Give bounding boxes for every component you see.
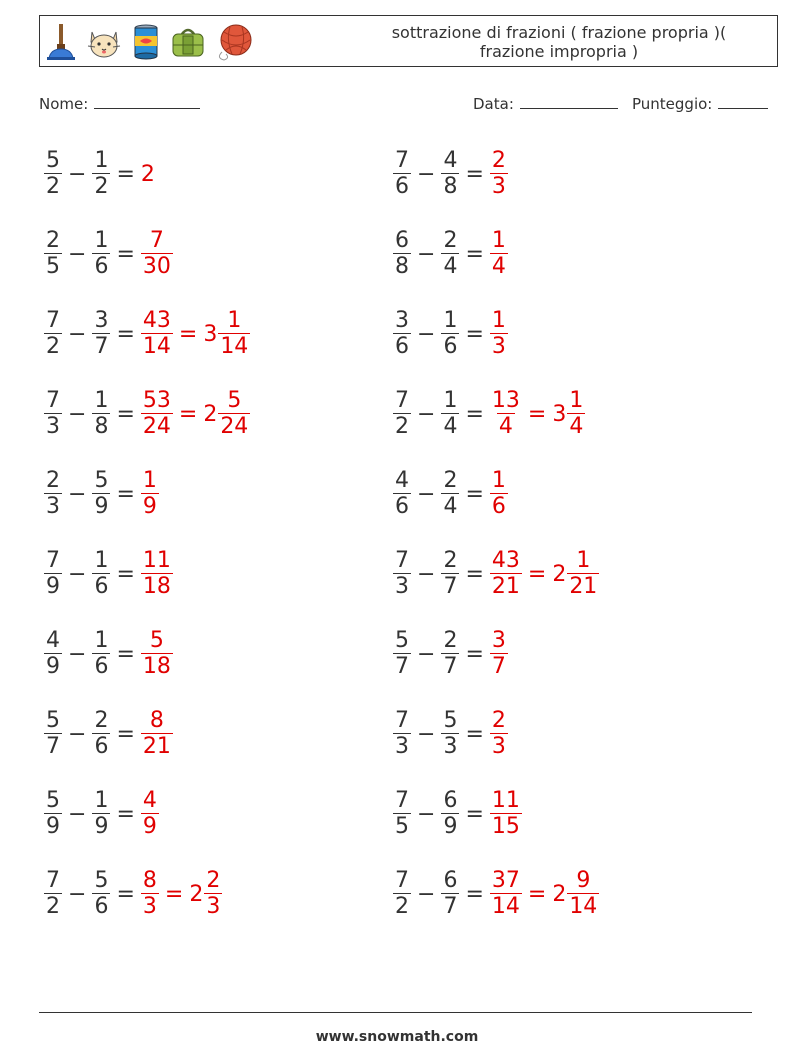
answer-mixed-whole: 2	[203, 401, 218, 427]
answer-fraction	[141, 629, 173, 679]
minuend-fraction-numerator: 5	[46, 788, 60, 813]
equals-sign: =	[116, 881, 135, 907]
name-field[interactable]	[39, 94, 200, 113]
subtrahend-fraction-numerator: 1	[94, 388, 109, 413]
subtrahend-fraction-numerator: 1	[94, 788, 109, 813]
subtrahend-fraction-denominator: 9	[94, 494, 109, 519]
minuend-fraction-denominator: 3	[46, 494, 60, 519]
subtrahend-fraction	[92, 469, 110, 519]
minuend-fraction	[44, 629, 62, 679]
problem-item	[393, 544, 599, 604]
minuend-fraction	[44, 789, 62, 839]
subtrahend-fraction-denominator: 4	[443, 414, 458, 439]
answer-fraction	[490, 789, 522, 839]
equals-sign: =	[465, 321, 484, 347]
answer-mixed-fraction-numerator: 2	[206, 868, 221, 893]
equals-sign: =	[465, 641, 484, 667]
problem-item	[44, 704, 173, 764]
minus-sign: −	[68, 481, 87, 507]
minuend-fraction-denominator: 2	[46, 174, 60, 199]
date-label: Data:	[473, 95, 514, 113]
minus-sign: −	[417, 321, 436, 347]
answer-mixed-whole: 2	[552, 561, 567, 587]
answer-fraction-numerator: 8	[149, 708, 164, 733]
minuend-fraction-denominator: 5	[395, 814, 409, 839]
equals-sign: =	[465, 561, 484, 587]
answer-fraction	[490, 549, 522, 599]
answer-equals-sign: =	[527, 561, 547, 587]
equals-sign: =	[116, 241, 135, 267]
minus-sign: −	[68, 561, 87, 587]
subtrahend-fraction-denominator: 6	[94, 574, 109, 599]
equals-sign: =	[116, 321, 135, 347]
answer-fraction	[490, 629, 508, 679]
minus-sign: −	[417, 481, 436, 507]
answer-fraction-numerator: 8	[142, 868, 157, 893]
subtrahend-fraction	[92, 549, 110, 599]
subtrahend-fraction-numerator: 6	[443, 868, 458, 893]
subtrahend-fraction-numerator: 1	[94, 628, 109, 653]
subtrahend-fraction	[441, 149, 459, 199]
answer-fraction	[141, 709, 173, 759]
answer-fraction-denominator: 21	[491, 574, 520, 599]
minuend-fraction	[393, 549, 411, 599]
worksheet-header	[39, 15, 778, 67]
problem-item	[393, 224, 508, 284]
subtrahend-fraction-denominator: 6	[94, 894, 109, 919]
answer-fraction-numerator: 2	[491, 708, 506, 733]
answer-fraction	[141, 389, 173, 439]
answer-mixed-fraction-numerator: 1	[569, 388, 584, 413]
answer-fraction-numerator: 3	[491, 628, 506, 653]
subtrahend-fraction-denominator: 6	[94, 654, 109, 679]
canned-food-icon	[130, 22, 162, 62]
answer-mixed-fraction	[567, 869, 599, 919]
subtrahend-fraction	[441, 789, 459, 839]
answer-fraction-numerator: 1	[491, 468, 506, 493]
minuend-fraction-denominator: 2	[395, 894, 409, 919]
minuend-fraction	[393, 629, 411, 679]
problem-item	[393, 704, 508, 764]
equals-sign: =	[116, 721, 135, 747]
minuend-fraction-denominator: 9	[46, 814, 60, 839]
answer-fraction-denominator: 21	[142, 734, 171, 759]
subtrahend-fraction	[441, 229, 459, 279]
answer-equals-sign: =	[178, 401, 198, 427]
score-field[interactable]	[632, 94, 768, 113]
subtrahend-fraction-numerator: 2	[443, 548, 458, 573]
answer-mixed-fraction-denominator: 14	[220, 334, 249, 359]
cat-face-icon	[84, 22, 124, 62]
problem-item	[393, 464, 508, 524]
answer-mixed-fraction-denominator: 21	[569, 574, 598, 599]
minuend-fraction-numerator: 7	[395, 708, 409, 733]
subtrahend-fraction-denominator: 6	[443, 334, 458, 359]
minus-sign: −	[68, 801, 87, 827]
minuend-fraction	[44, 229, 62, 279]
subtrahend-fraction-numerator: 2	[94, 708, 109, 733]
minus-sign: −	[68, 881, 87, 907]
subtrahend-fraction	[441, 549, 459, 599]
equals-sign: =	[465, 481, 484, 507]
minuend-fraction-denominator: 3	[46, 414, 60, 439]
subtrahend-fraction-denominator: 7	[443, 894, 458, 919]
problem-item	[44, 544, 173, 604]
problem-item	[393, 864, 599, 924]
minuend-fraction	[44, 389, 62, 439]
equals-sign: =	[465, 801, 484, 827]
minuend-fraction-numerator: 5	[46, 708, 60, 733]
answer-mixed-whole: 2	[189, 881, 204, 907]
minuend-fraction	[393, 309, 411, 359]
answer-fraction-numerator: 53	[142, 388, 171, 413]
minuend-fraction	[44, 149, 62, 199]
answer-fraction-denominator: 3	[491, 174, 506, 199]
answer-mixed-fraction-denominator: 4	[569, 414, 584, 439]
subtrahend-fraction-numerator: 5	[443, 708, 458, 733]
answer-fraction-denominator: 14	[491, 894, 520, 919]
subtrahend-fraction-numerator: 2	[443, 468, 458, 493]
answer-mixed-whole: 3	[203, 321, 218, 347]
minuend-fraction-numerator: 7	[46, 868, 60, 893]
answer-fraction-denominator: 18	[142, 574, 171, 599]
subtrahend-fraction-numerator: 1	[94, 148, 109, 173]
minuend-fraction-numerator: 7	[395, 788, 409, 813]
answer-mixed-fraction	[218, 309, 250, 359]
minuend-fraction	[393, 469, 411, 519]
answer-fraction-denominator: 3	[142, 894, 157, 919]
answer-fraction	[490, 149, 508, 199]
subtrahend-fraction-denominator: 6	[94, 734, 109, 759]
equals-sign: =	[465, 161, 484, 187]
answer-mixed-whole: 3	[552, 401, 567, 427]
minus-sign: −	[417, 721, 436, 747]
worksheet-title: sottrazione di frazioni ( frazione propria )( frazione impropria )	[391, 23, 727, 61]
minuend-fraction-denominator: 3	[395, 734, 409, 759]
minuend-fraction-denominator: 2	[46, 894, 60, 919]
equals-sign: =	[465, 241, 484, 267]
subtrahend-fraction-numerator: 1	[94, 228, 109, 253]
equals-sign: =	[116, 161, 135, 187]
subtrahend-fraction-denominator: 4	[443, 494, 458, 519]
minuend-fraction-numerator: 4	[46, 628, 60, 653]
minuend-fraction	[393, 869, 411, 919]
minuend-fraction-denominator: 9	[46, 654, 60, 679]
minuend-fraction	[44, 469, 62, 519]
answer-equals-sign: =	[527, 401, 547, 427]
minuend-fraction-numerator: 7	[395, 148, 409, 173]
minuend-fraction-numerator: 7	[395, 548, 409, 573]
minuend-fraction	[393, 709, 411, 759]
minuend-fraction-denominator: 3	[395, 574, 409, 599]
subtrahend-fraction-numerator: 6	[443, 788, 458, 813]
subtrahend-fraction-numerator: 3	[94, 308, 109, 333]
answer-fraction	[141, 869, 159, 919]
minuend-fraction-numerator: 6	[395, 228, 409, 253]
subtrahend-fraction	[92, 149, 110, 199]
answer-fraction-denominator: 6	[491, 494, 506, 519]
answer-fraction-numerator: 37	[491, 868, 520, 893]
minuend-fraction	[44, 309, 62, 359]
bag-icon	[168, 22, 208, 62]
answer-equals-sign: =	[164, 881, 184, 907]
minus-sign: −	[417, 561, 436, 587]
subtrahend-fraction	[92, 709, 110, 759]
subtrahend-fraction-numerator: 5	[94, 468, 109, 493]
minus-sign: −	[68, 721, 87, 747]
minuend-fraction-denominator: 2	[46, 334, 60, 359]
minuend-fraction-denominator: 6	[395, 174, 409, 199]
subtrahend-fraction	[92, 229, 110, 279]
equals-sign: =	[116, 641, 135, 667]
date-field[interactable]	[473, 94, 618, 113]
minuend-fraction-denominator: 6	[395, 494, 409, 519]
equals-sign: =	[116, 801, 135, 827]
minuend-fraction-numerator: 4	[395, 468, 409, 493]
equals-sign: =	[465, 401, 484, 427]
answer-fraction-denominator: 15	[491, 814, 520, 839]
minuend-fraction-denominator: 6	[395, 334, 409, 359]
minuend-fraction-denominator: 7	[395, 654, 409, 679]
answer-mixed-fraction-denominator: 14	[569, 894, 598, 919]
minuend-fraction	[44, 549, 62, 599]
answer-fraction-denominator: 18	[142, 654, 171, 679]
minuend-fraction-denominator: 5	[46, 254, 60, 279]
minus-sign: −	[68, 161, 87, 187]
subtrahend-fraction-numerator: 2	[443, 628, 458, 653]
subtrahend-fraction	[441, 869, 459, 919]
answer-fraction-denominator: 3	[491, 334, 506, 359]
answer-fraction	[490, 469, 508, 519]
answer-fraction-denominator: 24	[142, 414, 171, 439]
answer-fraction	[490, 869, 522, 919]
answer-fraction-numerator: 4	[142, 788, 157, 813]
answer-fraction-numerator: 11	[142, 548, 171, 573]
minuend-fraction	[44, 869, 62, 919]
answer-fraction	[490, 309, 508, 359]
subtrahend-fraction-numerator: 1	[443, 388, 458, 413]
minuend-fraction	[44, 709, 62, 759]
date-blank[interactable]	[520, 94, 618, 109]
problem-item	[393, 304, 508, 364]
subtrahend-fraction-denominator: 6	[94, 254, 109, 279]
minuend-fraction-denominator: 7	[46, 734, 60, 759]
equals-sign: =	[465, 721, 484, 747]
answer-fraction-denominator: 7	[491, 654, 506, 679]
answer-mixed-fraction	[567, 549, 599, 599]
score-label: Punteggio:	[632, 95, 713, 113]
minus-sign: −	[68, 241, 87, 267]
minuend-fraction-numerator: 5	[395, 628, 409, 653]
minus-sign: −	[68, 641, 87, 667]
subtrahend-fraction-denominator: 8	[443, 174, 458, 199]
answer-mixed-fraction-denominator: 3	[206, 894, 221, 919]
minuend-fraction-numerator: 7	[395, 388, 409, 413]
answer-mixed-fraction-numerator: 1	[227, 308, 242, 333]
minus-sign: −	[68, 401, 87, 427]
answer-mixed-fraction	[567, 389, 585, 439]
subtrahend-fraction-denominator: 9	[443, 814, 458, 839]
subtrahend-fraction	[92, 789, 110, 839]
subtrahend-fraction	[441, 629, 459, 679]
answer-fraction	[490, 389, 522, 439]
problem-item	[44, 384, 250, 444]
answer-fraction	[490, 709, 508, 759]
subtrahend-fraction-denominator: 2	[94, 174, 109, 199]
answer-fraction-numerator: 1	[491, 228, 506, 253]
subtrahend-fraction	[441, 709, 459, 759]
answer-whole: 2	[140, 161, 155, 187]
problem-item	[44, 304, 250, 364]
minuend-fraction-numerator: 7	[46, 388, 60, 413]
answer-fraction-numerator: 7	[149, 228, 164, 253]
equals-sign: =	[116, 401, 135, 427]
problem-item	[393, 384, 585, 444]
subtrahend-fraction-numerator: 1	[443, 308, 458, 333]
minus-sign: −	[417, 401, 436, 427]
subtrahend-fraction-denominator: 7	[443, 654, 458, 679]
problem-item	[44, 624, 173, 684]
minuend-fraction-denominator: 9	[46, 574, 60, 599]
answer-fraction-numerator: 1	[142, 468, 157, 493]
answer-fraction-numerator: 11	[491, 788, 520, 813]
minus-sign: −	[417, 881, 436, 907]
plunger-icon	[44, 22, 78, 62]
subtrahend-fraction-denominator: 9	[94, 814, 109, 839]
answer-fraction-denominator: 9	[142, 494, 157, 519]
problem-item	[393, 784, 522, 844]
minuend-fraction-numerator: 2	[46, 228, 60, 253]
minuend-fraction-numerator: 5	[46, 148, 60, 173]
problem-item	[393, 624, 508, 684]
minuend-fraction	[393, 229, 411, 279]
answer-fraction-denominator: 4	[498, 414, 513, 439]
problem-item	[44, 224, 173, 284]
subtrahend-fraction-denominator: 8	[94, 414, 109, 439]
answer-fraction	[141, 309, 173, 359]
minus-sign: −	[68, 321, 87, 347]
minuend-fraction-numerator: 3	[395, 308, 409, 333]
minuend-fraction-numerator: 7	[46, 308, 60, 333]
minuend-fraction-denominator: 8	[395, 254, 409, 279]
problem-item	[393, 144, 508, 204]
problem-item	[44, 464, 159, 524]
footer-divider	[39, 1012, 752, 1013]
answer-mixed-fraction-numerator: 5	[227, 388, 242, 413]
subtrahend-fraction-denominator: 7	[94, 334, 109, 359]
answer-fraction-denominator: 3	[491, 734, 506, 759]
equals-sign: =	[465, 881, 484, 907]
answer-fraction-denominator: 9	[142, 814, 157, 839]
minus-sign: −	[417, 161, 436, 187]
minuend-fraction	[393, 149, 411, 199]
answer-fraction	[141, 549, 173, 599]
subtrahend-fraction-denominator: 3	[443, 734, 458, 759]
subtrahend-fraction-numerator: 2	[443, 228, 458, 253]
problem-item	[44, 144, 155, 204]
answer-fraction-denominator: 4	[491, 254, 506, 279]
subtrahend-fraction-denominator: 7	[443, 574, 458, 599]
footer-url: www.snowmath.com	[315, 1029, 479, 1045]
answer-mixed-fraction-denominator: 24	[220, 414, 249, 439]
problem-item	[44, 784, 159, 844]
score-blank[interactable]	[718, 94, 768, 109]
name-blank[interactable]	[94, 94, 200, 109]
subtrahend-fraction	[92, 869, 110, 919]
answer-fraction	[141, 229, 173, 279]
name-label: Nome:	[39, 95, 89, 113]
minus-sign: −	[417, 801, 436, 827]
answer-fraction-numerator: 13	[491, 388, 520, 413]
answer-fraction	[141, 789, 159, 839]
minuend-fraction	[393, 789, 411, 839]
answer-equals-sign: =	[178, 321, 198, 347]
answer-mixed-fraction	[204, 869, 222, 919]
answer-fraction	[490, 229, 508, 279]
subtrahend-fraction	[441, 389, 459, 439]
subtrahend-fraction-denominator: 4	[443, 254, 458, 279]
answer-mixed-fraction-numerator: 1	[576, 548, 591, 573]
answer-fraction-numerator: 1	[491, 308, 506, 333]
answer-fraction-numerator: 5	[149, 628, 164, 653]
minuend-fraction-denominator: 2	[395, 414, 409, 439]
minuend-fraction-numerator: 7	[46, 548, 60, 573]
answer-mixed-fraction	[218, 389, 250, 439]
subtrahend-fraction	[441, 309, 459, 359]
subtrahend-fraction-numerator: 5	[94, 868, 109, 893]
subtrahend-fraction	[92, 389, 110, 439]
subtrahend-fraction	[92, 309, 110, 359]
answer-fraction	[141, 469, 159, 519]
minus-sign: −	[417, 641, 436, 667]
problem-item	[44, 864, 222, 924]
answer-fraction-denominator: 14	[142, 334, 171, 359]
minuend-fraction	[393, 389, 411, 439]
yarn-ball-icon	[214, 22, 258, 62]
subtrahend-fraction-numerator: 4	[443, 148, 458, 173]
answer-mixed-whole: 2	[552, 881, 567, 907]
minus-sign: −	[417, 241, 436, 267]
subtrahend-fraction	[441, 469, 459, 519]
equals-sign: =	[116, 481, 135, 507]
subtrahend-fraction	[92, 629, 110, 679]
minuend-fraction-numerator: 2	[46, 468, 60, 493]
subtrahend-fraction-numerator: 1	[94, 548, 109, 573]
answer-fraction-numerator: 43	[142, 308, 171, 333]
answer-equals-sign: =	[527, 881, 547, 907]
answer-fraction-denominator: 30	[142, 254, 171, 279]
minuend-fraction-numerator: 7	[395, 868, 409, 893]
answer-fraction-numerator: 43	[491, 548, 520, 573]
answer-fraction-numerator: 2	[491, 148, 506, 173]
header-icons	[44, 20, 258, 64]
equals-sign: =	[116, 561, 135, 587]
answer-mixed-fraction-numerator: 9	[576, 868, 591, 893]
